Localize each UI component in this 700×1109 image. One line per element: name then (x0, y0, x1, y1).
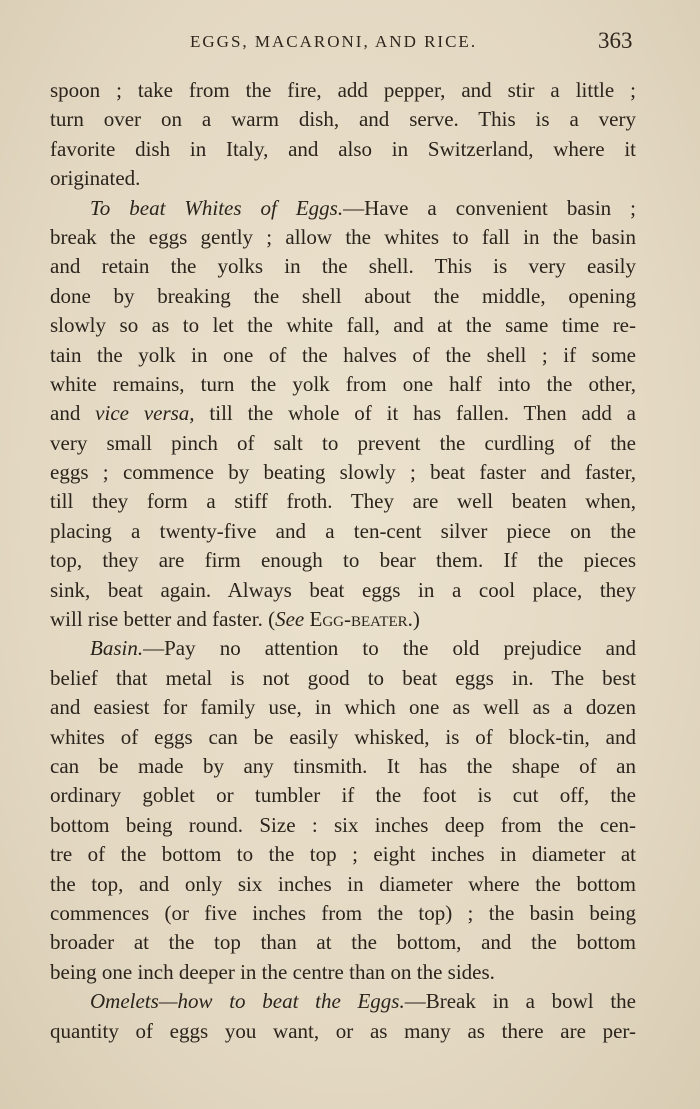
page-header (0, 24, 700, 58)
text-line: spoon ; take from the fire, add pepper, and stir a little ; (50, 78, 636, 102)
heading-continuation: —Have a convenient basin ; (343, 195, 636, 220)
text-line (50, 987, 636, 1016)
text-line: being one inch deeper in the centre than on the sides. (50, 959, 495, 984)
page-number: 363 (598, 28, 633, 53)
text-line: commences (or five inches from the top) ; the basin being (50, 900, 636, 925)
heading-continuation: —Break in a bowl the (404, 989, 636, 1014)
text-line: eggs ; commence by beating slowly ; beat faster and faster, (50, 460, 636, 485)
text-line: ordinary goblet or tumbler if the foot is cut off, the (50, 783, 636, 808)
heading-continuation: —Pay no attention to the old prejudice and (143, 636, 636, 661)
text-line: placing a twenty-five and a ten-cent silver piece on the (50, 518, 636, 543)
cross-reference: Egg-beater. (304, 607, 413, 632)
text-line: break the eggs gently ; allow the whites to fall in the basin (50, 224, 636, 249)
text-line: sink, beat again. Always beat eggs in a cool place, they (50, 577, 636, 602)
body-text (50, 76, 636, 1046)
text-line: top, they are firm enough to bear them. If the pieces (50, 548, 636, 573)
text-line: and easiest for family use, in which one as well as a dozen (50, 695, 636, 720)
italic-phrase: vice versa, (95, 401, 195, 426)
text-fragment: till the whole of it has fallen. Then add a (194, 401, 636, 426)
text-line (50, 194, 636, 223)
text-line: till they form a stiff froth. They are well beaten when, (50, 489, 636, 514)
text-line: can be made by any tinsmith. It has the shape of an (50, 753, 636, 778)
text-line: white remains, turn the yolk from one half into the other, (50, 371, 636, 396)
text-line: quantity of eggs you want, or as many as there are per- (50, 1018, 636, 1043)
text-line (50, 634, 636, 663)
text-line: very small pinch of salt to prevent the curdling of the (50, 430, 636, 455)
text-line (50, 399, 636, 428)
text-fragment: and (50, 401, 96, 426)
text-line: and retain the yolks in the shell. This is very easily (50, 254, 636, 279)
text-line: tre of the bottom to the top ; eight inches in diameter at (50, 842, 636, 867)
text-fragment: will rise better and faster. ( (50, 607, 276, 632)
italic-see: See (275, 607, 305, 632)
text-line: turn over on a warm dish, and serve. This is a very (50, 107, 636, 132)
text-line: whites of eggs can be easily whisked, is of block-tin, and (50, 724, 636, 749)
section-heading-basin: Basin. (90, 636, 144, 661)
text-line: originated. (50, 166, 141, 191)
text-line (50, 605, 636, 634)
section-heading-omelets: Omelets—how to beat the Eggs. (90, 989, 405, 1014)
text-line: slowly so as to let the white fall, and at the same time re- (50, 313, 636, 338)
text-line: the top, and only six inches in diameter where the bottom (50, 871, 636, 896)
running-head: EGGS, MACARONI, AND RICE. (190, 32, 478, 51)
section-heading-beat-whites: To beat Whites of Eggs. (90, 195, 344, 220)
text-line: belief that metal is not good to beat eggs in. The best (50, 665, 636, 690)
text-line: favorite dish in Italy, and also in Switzerland, where it (50, 136, 636, 161)
text-line: bottom being round. Size : six inches deep from the cen- (50, 812, 636, 837)
text-line: tain the yolk in one of the halves of the shell ; if some (50, 342, 636, 367)
text-fragment: ) (412, 607, 420, 632)
text-line: broader at the top than at the bottom, and the bottom (50, 930, 636, 955)
text-line: done by breaking the shell about the middle, opening (50, 283, 636, 308)
